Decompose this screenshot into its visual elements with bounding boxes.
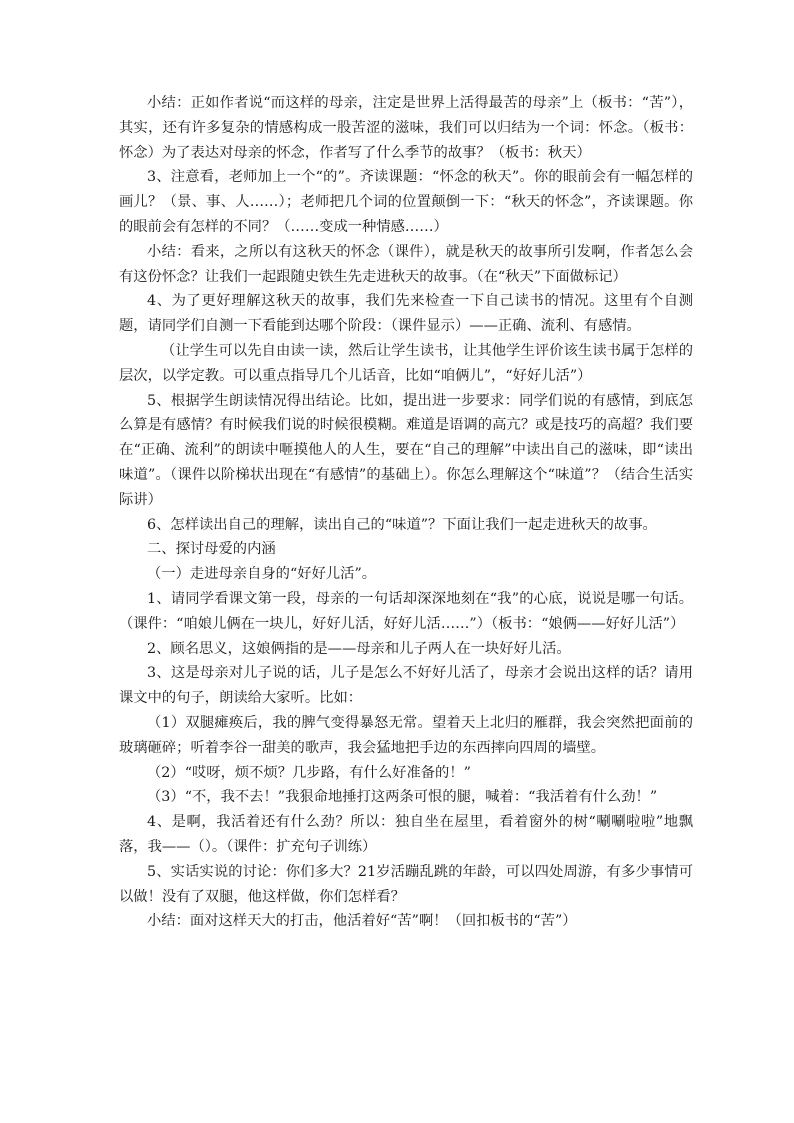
paragraph-summary-3: 小结：面对这样天大的打击，他活着好“苦”啊！（回扣板书的“苦”） [147,913,577,930]
paragraph-step-3: 3、注意看，老师加上一个“的”。齐读课题：“怀念的秋天”。你的眼前会有一幅怎样的画儿？（景、事、人……）；老师把几个词的位置颠倒一下：“秋天的怀念”，齐读课题。你的眼前会有怎样的不同？（……变成一种情感……） [119,169,693,235]
quote-item-2: （2）“哎呀，烦不烦？几步路，有什么好准备的！” [147,764,471,781]
quote-item-1: （1）双腿瘫痪后，我的脾气变得暴怒无常。望着天上北归的雁群，我会突然把面前的玻璃砸碎；听着李谷一甜美的歌声，我会猛地把手边的东西摔向四周的墙壁。 [119,714,693,756]
paragraph-sub-1-5: 5、实话实说的讨论：你们多大？21岁活蹦乱跳的年龄，可以四处周游，有多少事情可以做！没有了双腿，他这样做，你们怎样看？ [119,863,693,905]
paragraph-sub-1-2: 2、顾名思义，这娘俩指的是——母亲和儿子两人在一块好好儿活。 [147,640,571,657]
paragraph-sub-1-4: 4、是啊，我活着还有什么劲？所以：独自坐在屋里，看着窗外的树“唰唰啦啦”地飘落，我——（）。（课件：扩充句子训练） [119,814,693,855]
subsection-heading-1: （一）走进母亲自身的“好好儿活”。 [147,566,377,583]
paragraph-sub-1-3: 3、这是母亲对儿子说的话，儿子是怎么不好好儿活了，母亲才会说出这样的话？请用课文中的句子，朗读给大家听。比如： [119,665,693,707]
section-heading-2: 二、探讨母爱的内涵 [147,541,276,558]
paragraph-step-5: 5、根据学生朗读情况得出结论。比如，提出进一步要求：同学们说的有感情，到底怎么算是有感情？有时候我们说的时候很模糊。难道是语调的高亢？或是技巧的高超？我们要在“正确、流利”的朗读中咂摸他人的人生，要在“自己的理解”中读出自己的滋味，即“读出味道”。（课件以阶梯状出现在“有感情”的基础上）。你怎么理解这个“味道”？（结合生活实际讲） [119,392,693,508]
paragraph-step-4: 4、为了更好理解这秋天的故事，我们先来检查一下自己读书的情况。这里有个自测题，请同学们自测一下看能到达哪个阶段：（课件显示）——正确、流利、有感情。 [119,293,693,335]
paragraph-summary-2: 小结：看来，之所以有这秋天的怀念（课件），就是秋天的故事所引发啊，作者怎么会有这份怀念？让我们一起跟随史铁生先走进秋天的故事。（在“秋天”下面做标记） [119,243,693,285]
paragraph-sub-1-1: 1、请同学看课文第一段，母亲的一句话却深深地刻在“我”的心底，说说是哪一句话。（课件：“咱娘儿俩在一块儿，好好儿活，好好儿活……”）（板书：“娘俩——好好儿活”） [119,590,693,632]
paragraph-summary-1: 小结：正如作者说“而这样的母亲，注定是世界上活得最苦的母亲”上（板书：“苦”），其实，还有许多复杂的情感构成一股苦涩的滋味，我们可以归结为一个词：怀念。（板书：怀念）为了表达对母亲的怀念，作者写了什么季节的故事？（板书：秋天） [119,95,693,161]
document-body [119,91,693,934]
paragraph-step-6: 6、怎样读出自己的理解，读出自己的“味道”？下面让我们一起走进秋天的故事。 [147,516,657,533]
quote-item-3: （3）“不，我不去！”我狠命地捶打这两条可恨的腿，喊着：“我活着有什么劲！” [147,789,658,806]
paragraph-note-1: （让学生可以先自由读一读，然后让学生读书，让其他学生评价该生读书属于怎样的层次，以学定教。可以重点指导几个儿话音，比如“咱俩儿”，“好好儿活”） [119,342,693,384]
